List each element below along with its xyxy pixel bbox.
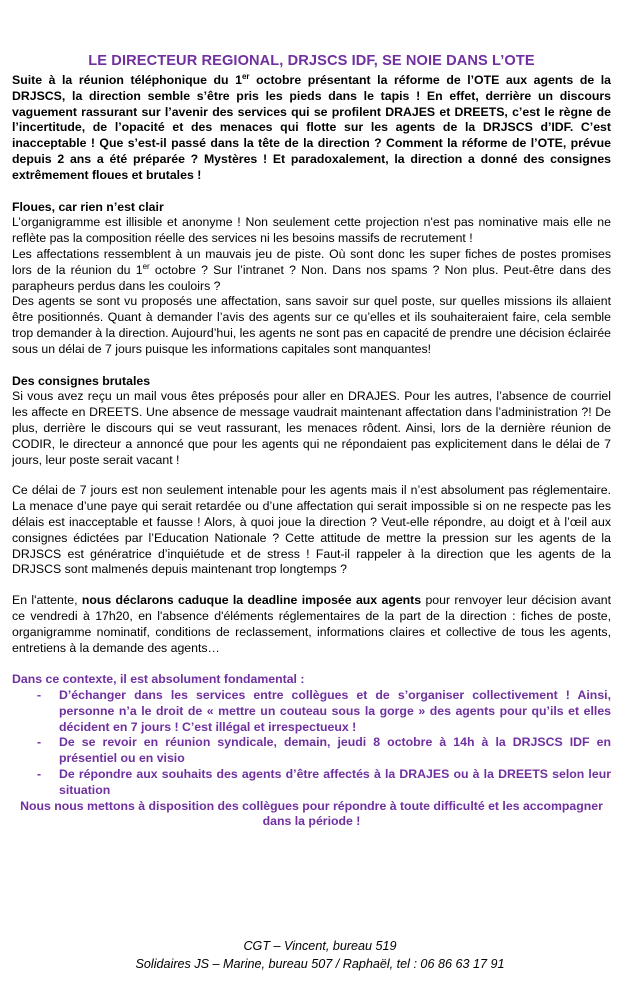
section2-p3-text-a: En l'attente, <box>12 593 82 608</box>
signature-block <box>0 937 640 973</box>
intro-paragraph <box>12 73 611 184</box>
list-item-text: D’échanger dans les services entre collègues et de s’organiser collectivement ! Ainsi, personne n’a le droit de « mettre un couteau sous la gorge » des agents pour qu’ils et elles décident en 7 jours ! C’est illégal et irrespectueux ! <box>59 688 611 734</box>
conclusion-list <box>12 688 611 799</box>
section1-p2-text-b: octobre ? Sur l’intranet ? Non. Dans nos spams ? Non plus. Peut-être dans des parapheurs perdus dans les couloirs ? <box>12 262 612 293</box>
intro-text-a: Suite à la réunion téléphonique du 1 <box>12 73 242 87</box>
section1-p2-text-a: Les affectations ressemblent à un mauvais jeu de piste. Où sont donc les super fiches de postes promises lors de la réunion du 1 <box>12 246 611 277</box>
section2-paragraph-1: Si vous avez reçu un mail vous êtes préposés pour aller en DRAJES. Pour les autres, l’absence de courriel les affecte en DREETS. Une absence de message vaudrait maintenant affectation dans l’administration ?! De plus, derrière le discours qui se veut rassurant, les menaces rôdent. Ainsi, lors de la dernière réunion de CODIR, le directeur a annoncé que pour les agents qui ne répondaient pas explicitement dans le délai de 7 jours, leur poste serait vacant ! <box>12 389 611 467</box>
list-item <box>37 767 611 799</box>
document-title: LE DIRECTEUR REGIONAL, DRJSCS IDF, SE NOIE DANS L’OTE <box>88 53 535 69</box>
section1-heading: Floues, car rien n’est clair <box>12 199 164 214</box>
section1-paragraph-1: L’organigramme est illisible et anonyme ! Non seulement cette projection n'est pas nominative mais elle ne reflète pas la composition réelle des services ni les besoins massifs de recrutement ! <box>12 215 611 246</box>
conclusion-heading: Dans ce contexte, il est absolument fondamental : <box>12 672 305 687</box>
list-item <box>37 735 611 767</box>
intro-superscript: er <box>241 71 250 81</box>
section2-paragraph-3 <box>12 593 611 656</box>
section2-paragraph-2: Ce délai de 7 jours est non seulement intenable pour les agents mais il n’est absolument pas réglementaire. La menace d’une paye qui serait retardée ou d’une affectation qui serait impossible si on ne respecte pas les délais est inacceptable et fausse ! Alors, à quoi joue la direction ? Veut-elle répondre, au doigt et à l’œil aux consignes édictées par l’Education Nationale ? Cette attitude de mettre la pression sur les agents de la DRJSCS est génératrice d’inquiétude et de stress ! Faut-il rappeler à la direction que les agents de la DRJSCS sont malmenés depuis maintenant trop longtemps ? <box>12 483 611 577</box>
closing-statement: Nous nous mettons à disposition des collègues pour répondre à toute difficulté et les accompagner dans la période ! <box>20 798 603 829</box>
signature-cgt: CGT – Vincent, bureau 519 <box>243 939 397 953</box>
section1-paragraph-3: Des agents se sont vu proposés une affectation, sans savoir sur quel poste, sur quelles missions ils allaient être positionnés. Quant à demander l’avis des agents sur ce qu’elles et ils souhaiteraient faire, cela semble trop demander à la direction. Aujourd’hui, les agents ne sont pas en capacité de prendre une décision éclairée sous un délai de 7 jours puisque les informations capitales sont manquantes! <box>12 294 611 356</box>
section2-p3-bold: nous déclarons caduque la deadline imposée aux agents <box>81 593 422 608</box>
section1-paragraph-2 <box>12 247 611 294</box>
dash-bullet-icon: - <box>37 735 42 750</box>
intro-text-b: octobre présentant la réforme de l’OTE aux agents de la DRJSCS, la direction semble s’être pris les pieds dans le tapis ! En effet, derrière un discours vaguement rassurant sur l’avenir des services qui se profilent DRAJES et DREETS, c’est le règne de l’incertitude, de l’opacité et des menaces qui flotte sur les agents de la DRJSCS d’IDF. C’est inacceptable ! Que s’est-il passé dans la tête de la direction ? Comment la réforme de l’OTE, prévue depuis 2 ans a été préparée ? Mystères ! Et paradoxalement, la direction a donné des consignes extrêmement floues et brutales ! <box>12 73 611 182</box>
list-item-text: De se revoir en réunion syndicale, demain, jeudi 8 octobre à 14h à la DRJSCS IDF en présentiel ou en visio <box>59 735 611 766</box>
signature-solidaires: Solidaires JS – Marine, bureau 507 / Raphaël, tel : 06 86 63 17 91 <box>135 957 505 971</box>
section2-p3-text-b: pour renvoyer leur décision avant ce vendredi à 17h20, en l'absence d'éléments réglementaires de la part de la direction : fiches de poste, organigramme nominatif, conditions de reclassement, informations claires et collective de tous les agents, entretiens à la demande des agents… <box>12 593 611 655</box>
dash-bullet-icon: - <box>37 767 42 782</box>
section2-heading: Des consignes brutales <box>12 373 151 388</box>
section1-p2-superscript: er <box>142 261 150 271</box>
list-item <box>37 688 611 735</box>
list-item-text: De répondre aux souhaits des agents d’être affectés à la DRAJES ou à la DREETS selon leur situation <box>59 767 611 797</box>
dash-bullet-icon: - <box>37 688 42 703</box>
